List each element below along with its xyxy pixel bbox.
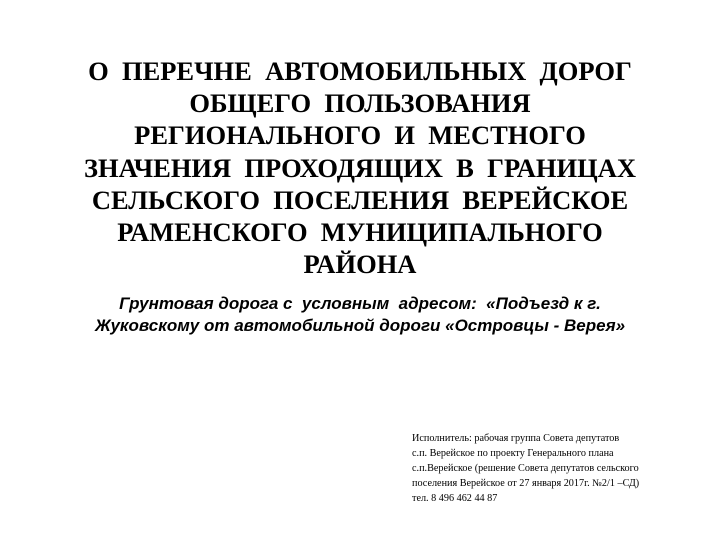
title-line: ЗНАЧЕНИЯ ПРОХОДЯЩИХ В ГРАНИЦАХ bbox=[83, 152, 637, 183]
road-description-line: Жуковскому от автомобильной дороги «Островцы - Верея» bbox=[94, 315, 626, 335]
title-line: РЕГИОНАЛЬНОГО И МЕСТНОГО bbox=[134, 120, 586, 151]
title-line: РАЙОНА bbox=[303, 249, 417, 280]
road-description bbox=[20, 293, 700, 336]
author-note-line: с.п.Верейское (решение Совета депутатов сельского bbox=[412, 463, 639, 474]
author-note-line: с.п. Верейское по проекту Генерального плана bbox=[412, 448, 614, 459]
document-title bbox=[20, 55, 700, 280]
author-note-line: Исполнитель: рабочая группа Совета депутатов bbox=[412, 433, 620, 444]
title-line: РАМЕНСКОГО МУНИЦИПАЛЬНОГО bbox=[117, 217, 603, 248]
author-note bbox=[412, 431, 702, 506]
title-line: СЕЛЬСКОГО ПОСЕЛЕНИЯ ВЕРЕЙСКОЕ bbox=[91, 184, 629, 215]
title-line: ОБЩЕГО ПОЛЬЗОВАНИЯ bbox=[189, 88, 531, 119]
road-description-line: Грунтовая дорога с условным адресом: «Подъезд к г. bbox=[119, 294, 601, 313]
title-line: О ПЕРЕЧНЕ АВТОМОБИЛЬНЫХ ДОРОГ bbox=[88, 56, 632, 86]
phone-line: тел. 8 496 462 44 87 bbox=[412, 493, 498, 504]
author-note-line: поселения Верейское от 27 января 2017г. №2/1 –СД) bbox=[412, 478, 640, 489]
